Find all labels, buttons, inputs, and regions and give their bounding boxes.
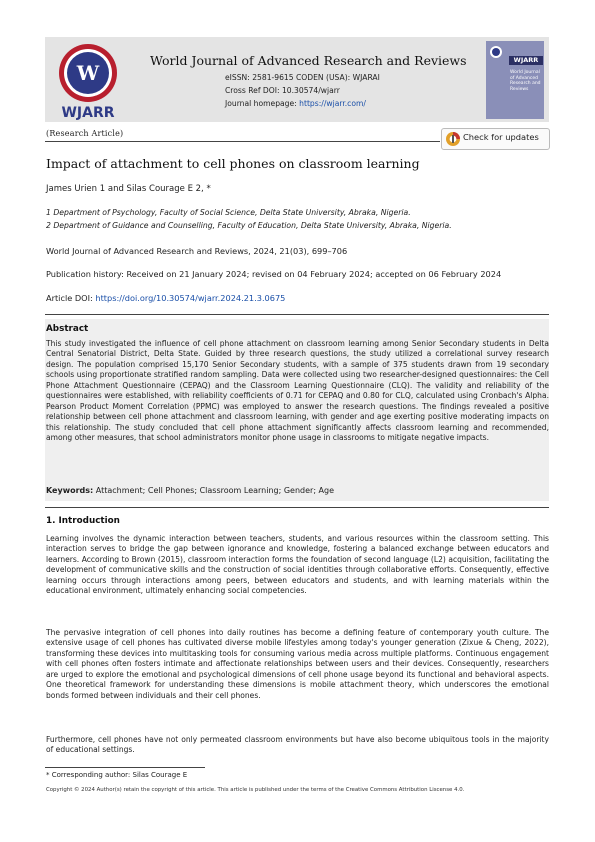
- keywords: [46, 486, 334, 495]
- homepage-link[interactable]: https://wjarr.com/: [299, 99, 366, 108]
- affiliation-1: 1 Department of Psychology, Faculty of Social Science, Delta State University, Abraka, Nigeria.: [46, 208, 411, 217]
- issn-line: eISSN: 2581-9615 CODEN (USA): WJARAI: [225, 73, 380, 82]
- authors: James Urien 1 and Silas Courage E 2, *: [46, 184, 211, 194]
- journal-cover-logo-icon: [487, 44, 505, 66]
- section-heading: 1. Introduction: [46, 516, 120, 526]
- citation: World Journal of Advanced Research and Reviews, 2024, 21(03), 699–706: [46, 246, 348, 256]
- abstract-text: This study investigated the influence of cell phone attachment on classroom learning among Senior Secondary students in Delta Central Senatorial District, Delta State. Guided by three research questions, the study utilized a correlational survey research design. The population comprised 15,170 Senior Secondary students, with a sample of 375 students drawn from 19 secondary schools using proportionate stratified random sampling. Data were collected using two researcher-designed questionnaires: the Cell Phone Attachment Questionnaire (CEPAQ) and the Classroom Learning Questionnaire (CLQ). The validity and reliability of the questionnaires were established, with reliability coefficients of 0.71 for CEPAQ and 0.80 for CLQ, calculated using Cronbach's Alpha. Pearson Product Moment Correlation (PPMC) was employed to answer the research questions. The findings revealed a positive relationship between cell phone attachment and classroom learning, with gender and age exerting positive moderating impacts on this relationship. The study concluded that cell phone attachment significantly affects classroom learning and recommended, among other measures, that school administrators monitor phone usage in classrooms to mitigate negative impacts.: [46, 339, 549, 443]
- journal-title: World Journal of Advanced Research and Reviews: [150, 53, 467, 68]
- crossref-line: Cross Ref DOI: 10.30574/wjarr: [225, 86, 340, 95]
- header-rule: [45, 141, 440, 142]
- section-rule: [45, 507, 549, 508]
- homepage-line: [225, 99, 366, 108]
- keywords-label: Keywords:: [46, 486, 94, 495]
- homepage-label: Journal homepage:: [225, 99, 297, 108]
- article-title: Impact of attachment to cell phones on classroom learning: [46, 156, 420, 171]
- doi-label: Article DOI:: [46, 293, 93, 303]
- publication-history: Publication history: Received on 21 January 2024; revised on 04 February 2024; accepted on 06 February 2024: [46, 269, 502, 279]
- abstract-heading: Abstract: [46, 324, 89, 334]
- keywords-list: Attachment; Cell Phones; Classroom Learning; Gender; Age: [95, 486, 335, 495]
- paragraph-2: The pervasive integration of cell phones into daily routines has become a defining feature of contemporary youth culture. The extensive usage of cell phones has cultivated diverse mobile lifestyles among today's younger generation (Zixue & Cheng, 2022), transforming these devices into multitasking tools for consuming various media across multiple platforms. Continuous engagement with cell phones often fosters intimate and affectionate relationships between users and their devices. Consequently, researchers are urged to explore the emotional and psychological dimensions of cell phone usage beyond its functional and behavioral aspects. One theoretical framework for understanding these dimensions is mobile attachment theory, which underscores the emotional bonds formed between individuals and their cell phones.: [46, 628, 549, 700]
- paragraph-1: Learning involves the dynamic interaction between teachers, students, and various resources within the classroom setting. This interaction serves to bridge the gap between ignorance and knowledge, fostering a balanced exchange between educators and learners. According to Brown (2015), classroom interaction forms the foundation of second language (L2) acquisition, facilitating the development of communicative skills and the construction of social identities through collaborative efforts. Consequently, effective learning occurs through interactions among peers, between educators and students, and with learning materials within the educational environment, ultimately enhancing social competencies.: [46, 534, 549, 596]
- cover-badge: WJARR: [509, 56, 543, 65]
- corresponding-author: * Corresponding author: Silas Courage E: [46, 771, 188, 779]
- cover-text: World Journal of Advanced Research and Reviews: [510, 70, 541, 92]
- journal-logo: [55, 42, 121, 120]
- affiliation-2: 2 Department of Guidance and Counselling, Faculty of Education, Delta State University, Abraka, Nigeria.: [46, 221, 452, 230]
- doi-link[interactable]: https://doi.org/10.30574/wjarr.2024.21.3.0675: [95, 293, 286, 303]
- article-type: (Research Article): [46, 129, 124, 138]
- svg-text:WJARR: WJARR: [61, 105, 115, 120]
- article-doi: [46, 293, 285, 303]
- abstract-rule: [45, 314, 549, 315]
- check-updates-icon: [445, 131, 461, 147]
- footnote-rule: [45, 767, 205, 768]
- copyright: Copyright © 2024 Author(s) retain the copyright of this article. This article is published under the terms of the Creative Commons Attribution Liscense 4.0.: [46, 787, 465, 793]
- check-for-updates-label: Check for updates: [463, 132, 539, 142]
- paragraph-3: Furthermore, cell phones have not only permeated classroom environments but have also become ubiquitous tools in the majority of educational settings.: [46, 735, 549, 755]
- svg-text:W: W: [76, 61, 100, 85]
